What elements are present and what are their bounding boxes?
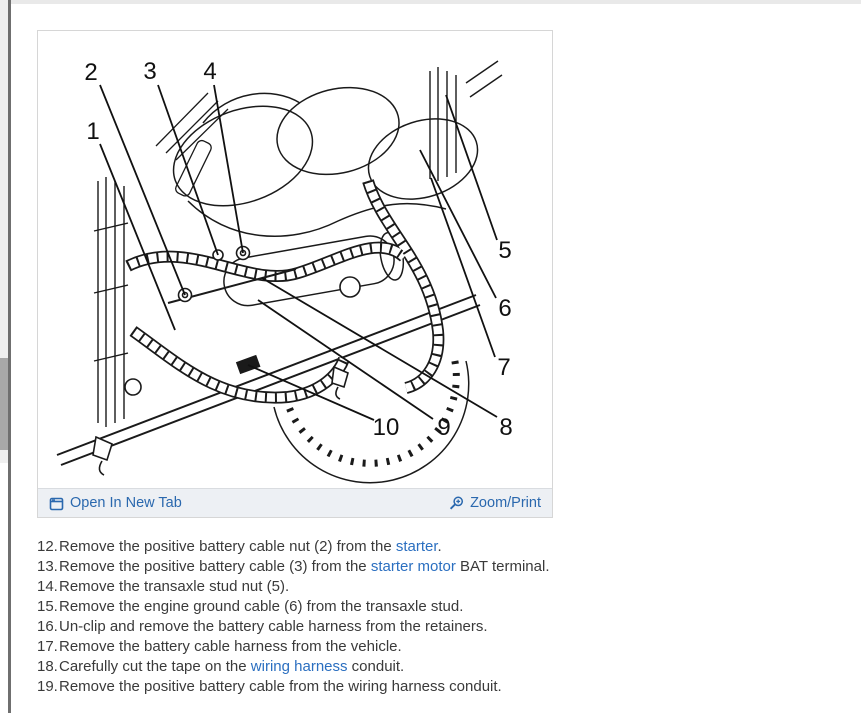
step-text: Remove the transaxle stud nut (5). [59, 578, 290, 595]
callout-6: 6 [498, 295, 512, 322]
step-text: Remove the battery cable harness from the vehicle. [59, 638, 402, 655]
zoom-print-label: Zoom/Print [470, 495, 541, 511]
step-text-post: BAT terminal. [455, 558, 550, 575]
open-in-new-tab-label: Open In New Tab [70, 495, 182, 511]
wiring-harness-link[interactable]: wiring harness [250, 658, 348, 675]
zoom-print-link[interactable] [449, 495, 541, 511]
step-text: Remove the positive battery cable from the wiring harness conduit. [59, 678, 502, 695]
zoom-in-icon [449, 496, 464, 511]
left-scrollbar-track[interactable] [0, 0, 8, 463]
engine-diagram [38, 31, 552, 488]
callout-4: 4 [203, 58, 217, 85]
manifold-blobs [160, 75, 488, 236]
step-number: 14. [37, 578, 58, 595]
step-number: 19. [37, 678, 58, 695]
step-15 [37, 597, 797, 617]
callout-5: 5 [498, 237, 512, 264]
radiator-lines [94, 177, 128, 427]
step-text: Carefully cut the tape on the [59, 658, 251, 675]
fasteners [93, 247, 360, 476]
callout-1: 1 [86, 118, 100, 145]
step-number: 18. [37, 658, 58, 675]
callout-3: 3 [143, 58, 157, 85]
engine-diagram-svg [38, 31, 551, 488]
callout-8: 8 [499, 414, 513, 441]
frame-edge-line [8, 0, 11, 713]
firewall-lines [430, 61, 502, 181]
step-text-post: . [437, 538, 442, 555]
step-16 [37, 617, 797, 637]
step-number: 16. [37, 618, 58, 635]
step-text: Remove the engine ground cable (6) from the transaxle stud. [59, 598, 464, 615]
step-text: Remove the positive battery cable nut (2) from the [59, 538, 396, 555]
callout-9: 9 [437, 414, 451, 441]
step-number: 12. [37, 538, 58, 555]
step-14 [37, 577, 797, 597]
step-12 [37, 537, 797, 557]
ribbed-hoses [128, 181, 438, 398]
top-border-band [0, 0, 861, 4]
starter-motor-link[interactable]: starter motor [370, 558, 456, 575]
open-in-new-tab-icon [49, 496, 64, 511]
callout-10: 10 [372, 414, 400, 441]
step-text: Remove the positive battery cable (3) from the [59, 558, 371, 575]
step-17 [37, 637, 797, 657]
step-text: Un-clip and remove the battery cable harness from the retainers. [59, 618, 488, 635]
step-number: 17. [37, 638, 58, 655]
step-19 [37, 677, 797, 697]
diagram-panel-footer [38, 488, 552, 517]
step-18 [37, 657, 797, 677]
diagram-panel [37, 30, 553, 518]
left-scrollbar-thumb[interactable] [0, 358, 8, 450]
step-text-post: conduit. [347, 658, 405, 675]
step-number: 13. [37, 558, 58, 575]
step-13 [37, 557, 797, 577]
callout-7: 7 [497, 354, 511, 381]
instruction-list [37, 537, 797, 697]
step-number: 15. [37, 598, 58, 615]
callout-2: 2 [84, 59, 98, 86]
starter-link[interactable]: starter [395, 538, 438, 555]
open-in-new-tab-link[interactable] [49, 495, 182, 511]
